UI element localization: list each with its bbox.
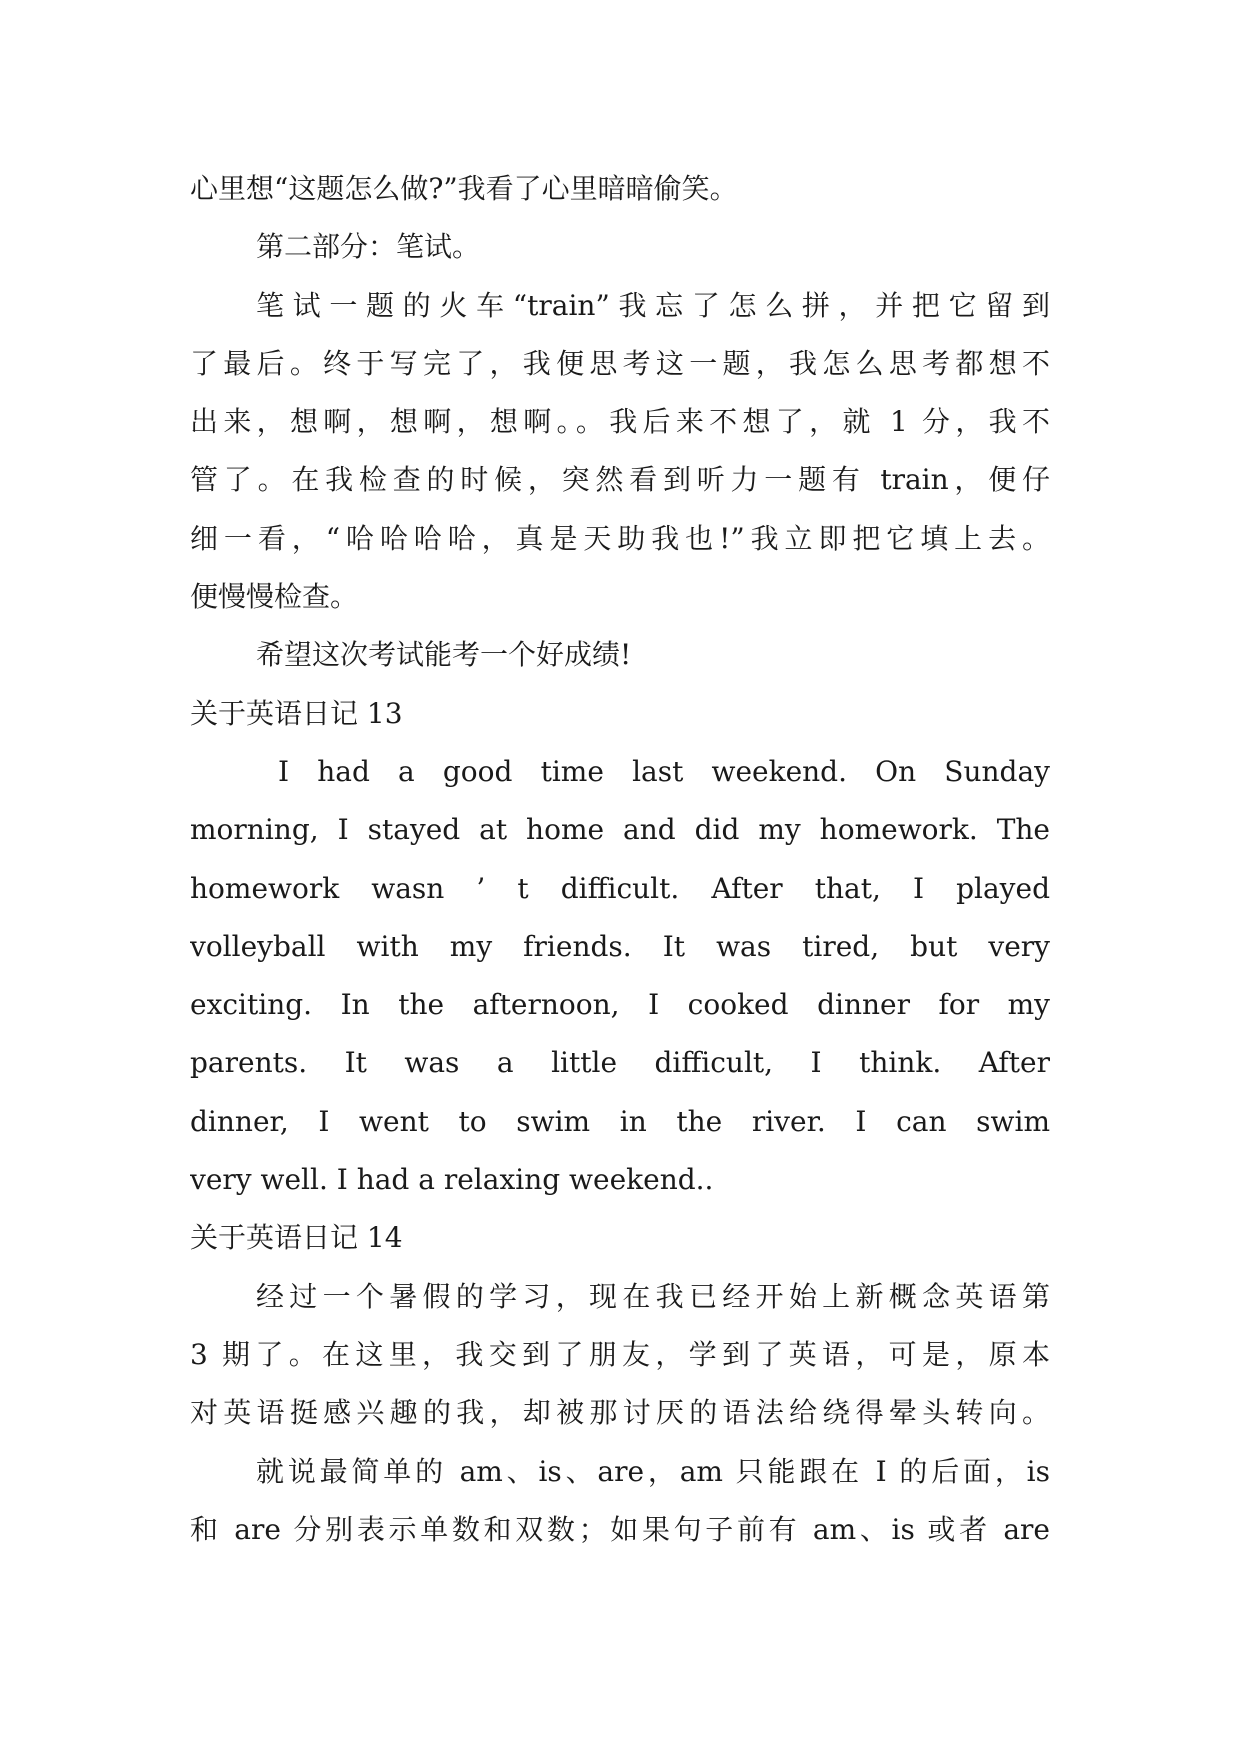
english-paragraph-line: morning, I stayed at home and did my homework. The bbox=[190, 813, 1050, 847]
english-paragraph-line: very well. I had a relaxing weekend.. bbox=[190, 1163, 714, 1197]
paragraph-line: 和 are 分别表示单数和双数；如果句子前有 am、is 或者 are bbox=[190, 1512, 1050, 1546]
section-heading-14: 关于英语日记 14 bbox=[190, 1221, 403, 1255]
document-body bbox=[190, 160, 1050, 1559]
paragraph-line: 便慢慢检查。 bbox=[190, 580, 359, 614]
english-paragraph-line: I had a good time last weekend. On Sunday bbox=[278, 754, 1050, 788]
paragraph-line: 对英语挺感兴趣的我，却被那讨厌的语法给绕得晕头转向。 bbox=[190, 1396, 1050, 1430]
english-paragraph-line: volleyball with my friends. It was tired, but very bbox=[190, 929, 1050, 963]
paragraph-line: 管了。在我检查的时候，突然看到听力一题有 train，便仔 bbox=[190, 463, 1050, 497]
paragraph-line: 笔试一题的火车“train”我忘了怎么拼，并把它留到 bbox=[256, 288, 1050, 322]
text-line: 心里想“这题怎么做?”我看了心里暗暗偷笑。 bbox=[190, 172, 738, 205]
paragraph-line: 了最后。终于写完了，我便思考这一题，我怎么思考都想不 bbox=[190, 346, 1050, 380]
paragraph-line: 就说最简单的 am、is、are，am 只能跟在 I 的后面，is bbox=[256, 1454, 1050, 1488]
paragraph-line: 经过一个暑假的学习，现在我已经开始上新概念英语第 bbox=[256, 1279, 1050, 1313]
section-heading-13: 关于英语日记 13 bbox=[190, 696, 403, 730]
english-paragraph-line: homework wasn ’ t difficult. After that, I played bbox=[190, 871, 1050, 905]
english-paragraph-line: dinner, I went to swim in the river. I can swim bbox=[190, 1104, 1050, 1138]
paragraph-line: 细一看，“哈哈哈哈，真是天助我也!”我立即把它填上去。 bbox=[190, 521, 1050, 555]
english-paragraph-line: exciting. In the afternoon, I cooked dinner for my bbox=[190, 988, 1050, 1022]
paragraph-line: 出来，想啊，想啊，想啊。。我后来不想了，就 1 分，我不 bbox=[190, 405, 1050, 439]
section-label: 第二部分：笔试。 bbox=[256, 230, 481, 264]
paragraph-line: 3 期了。在这里，我交到了朋友，学到了英语，可是，原本 bbox=[190, 1337, 1050, 1371]
paragraph-line: 希望这次考试能考一个好成绩! bbox=[256, 638, 632, 672]
english-paragraph-line: parents. It was a little difficult, I think. After bbox=[190, 1046, 1050, 1080]
